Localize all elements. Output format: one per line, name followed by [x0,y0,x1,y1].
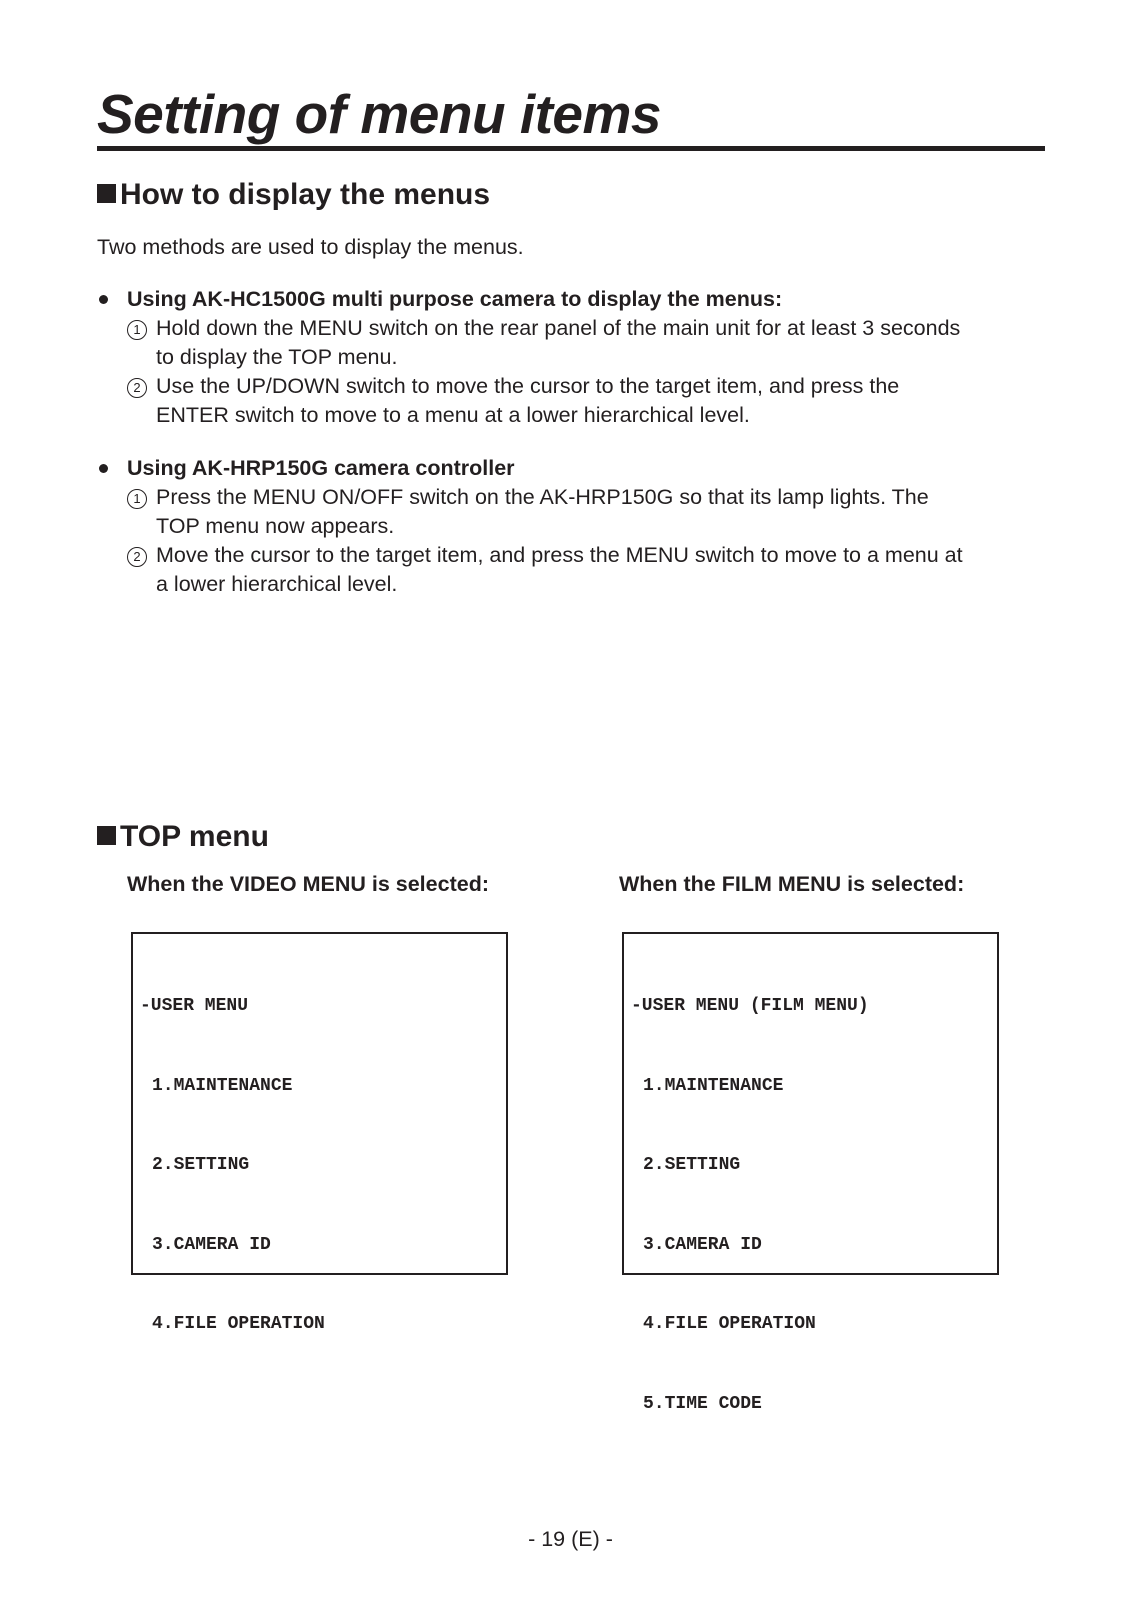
camera-step-1 [97,314,1057,372]
video-menu-label: When the VIDEO MENU is selected: [127,872,489,896]
step-line: to display the TOP menu. [156,345,398,369]
controller-method-title [97,454,1057,483]
step-line: Hold down the MENU switch on the rear panel of the main unit for at least 3 seconds [156,316,961,340]
camera-method-block [97,285,1057,430]
step-line: ENTER switch to move to a menu at a lower hierarchical level. [156,403,750,427]
step-line: Move the cursor to the target item, and press the MENU switch to move to a menu at [156,543,963,567]
circled-number-icon: 2 [127,547,147,567]
step-line: Press the MENU ON/OFF switch on the AK-HRP150G so that its lamp lights. The [156,485,929,509]
square-bullet-icon [97,184,116,203]
section-heading-top-menu-text: TOP menu [120,820,269,853]
menu-item: 2.SETTING [643,1155,741,1175]
circled-number-icon: 2 [127,378,147,398]
menu-item: 2.SETTING [152,1155,250,1175]
video-menu-screen [131,932,508,1334]
circled-number-icon: 1 [127,320,147,340]
camera-method-title [97,285,1057,314]
film-menu-screen [622,932,999,1414]
camera-step-2 [97,372,1057,430]
bullet-dot-icon [99,464,108,473]
menu-item: 3.CAMERA ID [152,1234,271,1255]
section-heading-top-menu [97,820,269,853]
step-line: TOP menu now appears. [156,514,395,538]
section-heading-display [97,178,490,211]
menu-item: 3.CAMERA ID [643,1234,762,1255]
step-line: Use the UP/DOWN switch to move the cursor to the target item, and press the [156,374,900,398]
menu-item: 5.TIME CODE [643,1393,762,1414]
controller-method-title-text: Using AK-HRP150G camera controller [127,456,515,480]
camera-method-title-text: Using AK-HC1500G multi purpose camera to display the menus: [127,287,783,311]
square-bullet-icon [97,826,116,845]
intro-text: Two methods are used to display the menus. [97,235,524,259]
circled-number-icon: 1 [127,489,147,509]
bullet-dot-icon [99,295,108,304]
page-title: Setting of menu items [97,83,661,145]
film-menu-label: When the FILM MENU is selected: [619,872,965,896]
menu-item: 4.FILE OPERATION [643,1314,816,1334]
menu-item: 1.MAINTENANCE [643,1075,784,1096]
menu-header: -USER MENU [140,996,249,1016]
page-number: - 19 (E) - [528,1527,613,1551]
menu-header: -USER MENU (FILM MENU) [631,996,869,1016]
controller-step-2 [97,541,1057,599]
title-rule [97,146,1045,151]
controller-method-block [97,454,1057,599]
menu-item: 4.FILE OPERATION [152,1314,325,1334]
section-heading-display-text: How to display the menus [120,178,491,211]
controller-step-1 [97,483,1057,541]
menu-item: 1.MAINTENANCE [152,1075,293,1096]
step-line: a lower hierarchical level. [156,572,398,596]
